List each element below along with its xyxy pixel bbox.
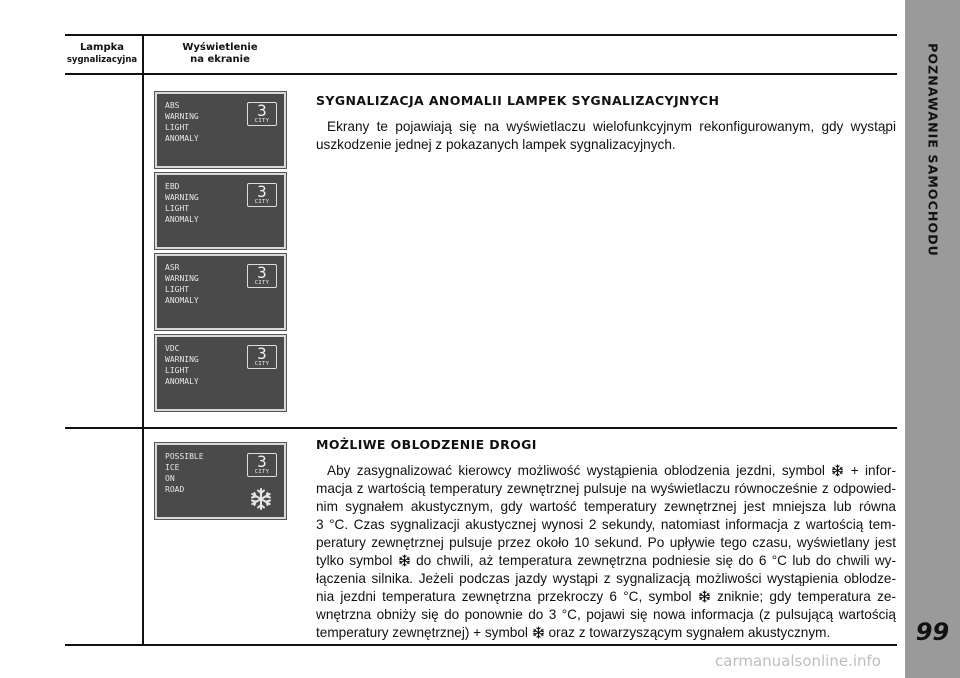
- section-body-anomaly: Ekrany te pojawiają się na wyświetlaczu wielofunkcyjnym rekonfigurowanym, gdy wystąpi uszkodzenie jednej z pokazanych lampek sygnalizacyjnych.: [316, 119, 896, 152]
- section-title-ice: MOŻLIWE OBLODZENIE DROGI: [316, 437, 537, 452]
- snowflake-icon: [831, 464, 844, 477]
- display-vdc-warning: VDC WARNING LIGHT ANOMALY 3 CITY: [155, 335, 286, 411]
- display-possible-ice: POSSIBLE ICE ON ROAD 3 CITY: [155, 443, 286, 519]
- display-asr-warning: ASR WARNING LIGHT ANOMALY 3 CITY: [155, 254, 286, 330]
- chapter-title: POZNAWANIE SAMOCHODU: [925, 43, 941, 257]
- gear-indicator: 3 CITY: [247, 264, 277, 288]
- snowflake-icon: [249, 487, 273, 511]
- display-abs-warning: ABS WARNING LIGHT ANOMALY 3 CITY: [155, 92, 286, 168]
- snowflake-icon: [698, 590, 711, 603]
- watermark: carmanualsonline.info: [715, 652, 881, 670]
- section-body-ice: Aby zasygnalizować kierowcy możliwość wystąpienia oblodzenia jezdni, symbol + infor- macja z wartością temperatury zewnętrznej pulsuje na wyświetlaczu równocześnie z odpowied- nim sygnałem akustycznym, gdy wartość temperatury zewnętrznej jest mniejsza lub równa 3 °C. Czas sygnalizacji akustycznej wynosi 2 sekundy, natomiast informacja z wartością tem- peratury zewnętrznej pulsuje przez około 10 sekund. Po upływie tego czasu, wyświetlany jest tylko symbol do chwili, aż temperatura zewnętrzna podniesie się do 6 °C lub do chwili wy- łączenia silnika. Jeżeli podczas jazdy wystąpi z sygnalizacją możliwości wystąpienia oblodze- nia jezdni temperatura zewnętrzna przekroczy 6 °C, symbol zniknie; gdy temperatura ze- wnętrzna obniży się do ponownie do 3 °C, pojawi się nowa informacja (z pulsującą wartością temperatury zewnętrznej) + symbol oraz z towarzyszącym sygnałem akustycznym.: [316, 463, 896, 640]
- section-divider-rule: [65, 427, 897, 429]
- column-header-display: Wyświetlenie na ekranie: [182, 42, 258, 65]
- snowflake-icon: [398, 554, 411, 567]
- display-ebd-warning: EBD WARNING LIGHT ANOMALY 3 CITY: [155, 173, 286, 249]
- gear-indicator: 3 CITY: [247, 345, 277, 369]
- column-divider: [142, 34, 144, 646]
- snowflake-icon: [532, 626, 545, 639]
- gear-indicator: 3 CITY: [247, 102, 277, 126]
- column-header-lamp: Lampka sygnalizacyjna: [66, 42, 138, 65]
- section-title-anomaly: SYGNALIZACJA ANOMALII LAMPEK SYGNALIZACYJNYCH: [316, 93, 720, 108]
- gear-indicator: 3 CITY: [247, 453, 277, 477]
- page-number: 99: [915, 618, 950, 646]
- header-rule: [65, 73, 897, 75]
- top-rule: [65, 34, 897, 36]
- gear-indicator: 3 CITY: [247, 183, 277, 207]
- bottom-rule: [65, 644, 897, 646]
